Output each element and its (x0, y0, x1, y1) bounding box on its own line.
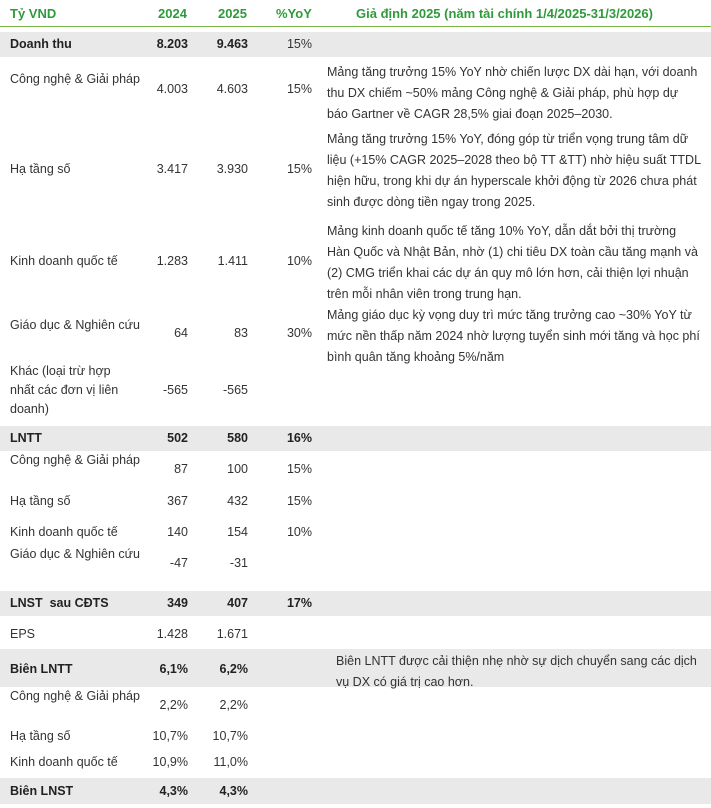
row-margin-tech-2025: 2,2% (219, 698, 248, 712)
row-pbt-infra-2024: 367 (167, 494, 188, 508)
assumption-header: Giả định 2025 (năm tài chính 1/4/2025-31/3/2026) (356, 6, 653, 21)
row-revenue-2025: 9.463 (216, 37, 248, 51)
row-pbt-infra-2025: 432 (227, 494, 248, 508)
row-pbt-margin-label: Biên LNTT (10, 662, 73, 676)
row-margin-intl-2025: 11,0% (213, 755, 248, 769)
row-pbt-intl-yoy: 10% (286, 525, 312, 539)
row-infra-2025: 3.930 (216, 162, 248, 176)
note-margin: Biên LNTT được cải thiện nhẹ nhờ sự dịch chuyển sang các dịch vụ DX có giá trị cao hơn. (336, 654, 697, 689)
row-revenue-yoy: 15% (286, 37, 312, 51)
row-pbt-tech-2024: 87 (174, 462, 188, 476)
row-revenue-label: Doanh thu (10, 37, 72, 51)
note-tech: Mảng tăng trưởng 15% YoY nhờ chiến lược DX dài hạn, với doanh thu DX chiếm ~50% mảng Công nghệ & Giải pháp, phù hợp dự báo Gartner về CAGR 28,5% giai đoạn 2025–2030. (327, 65, 698, 121)
row-infra-label: Hạ tầng số (10, 162, 71, 176)
row-intl-2025: 1.411 (217, 254, 248, 268)
note-edu: Mảng giáo dục kỳ vọng duy trì mức tăng trưởng cao ~30% YoY từ mức nền thấp năm 2024 nhờ lượng tuyển sinh mới tăng và học phí bình quân tăng khoảng 5%/năm (327, 308, 700, 364)
row-other-label: Khác (loại trừ hợp nhất các đơn vị liên doanh) (10, 364, 119, 416)
yoy-header: %YoY (276, 6, 312, 21)
row-margin-tech-label: Công nghệ & Giải pháp (10, 689, 140, 703)
row-pbt-edu-2024: -47 (169, 556, 188, 570)
row-tech-2025: 4.603 (216, 82, 248, 96)
row-pbt-tech-yoy: 15% (286, 462, 312, 476)
note-intl: Mảng kinh doanh quốc tế tăng 10% YoY, dẫn dắt bởi thị trường Hàn Quốc và Nhật Bản, nhờ (1) chi tiêu DX toàn cầu tăng mạnh và (2) CMG triển khai các dự án quy mô lớn hơn, cải thiện lợi nhuận trên mỗi nhân viên trong trung hạn. (327, 224, 698, 301)
row-revenue-2024: 8.203 (156, 37, 188, 51)
unit-header: Tỷ VND (10, 6, 57, 21)
row-intl-2024: 1.283 (156, 254, 188, 268)
row-other-2024: -565 (162, 383, 188, 397)
note-infra: Mảng tăng trưởng 15% YoY, đóng góp từ triển vọng trung tâm dữ liệu (+15% CAGR 2025–2028 theo bộ TT &TT) nhờ hiệu suất TTDL hiện hữu, trong khi dự án hyperscale khởi động từ 2026 chưa phát sinh được dòng tiền ngay trong 2025. (327, 132, 701, 209)
row-pbt-2024: 502 (167, 431, 188, 445)
row-other-2025: -565 (222, 383, 248, 397)
row-eps-label: EPS (10, 627, 36, 641)
row-npat-margin-label: Biên LNST (10, 784, 74, 798)
row-edu-yoy: 30% (286, 326, 312, 340)
row-pbt-intl-2024: 140 (167, 525, 188, 539)
year-2025-header: 2025 (218, 6, 247, 21)
row-pbt-edu-2025: -31 (229, 556, 248, 570)
row-pbt-yoy: 16% (286, 431, 312, 445)
row-eps-2024: 1.428 (156, 627, 188, 641)
row-edu-label: Giáo dục & Nghiên cứu (10, 318, 140, 332)
row-pbt-edu-label: Giáo dục & Nghiên cứu (10, 547, 140, 561)
row-infra-2024: 3.417 (156, 162, 188, 176)
row-infra-yoy: 15% (286, 162, 312, 176)
row-pbt-margin-2025: 6,2% (219, 662, 248, 676)
row-tech-yoy: 15% (286, 82, 312, 96)
row-tech-label: Công nghệ & Giải pháp (10, 72, 140, 86)
row-eps-2025: 1.671 (216, 627, 248, 641)
row-pbt-infra-label: Hạ tầng số (10, 494, 71, 508)
row-npat-margin-2024: 4,3% (159, 784, 188, 798)
row-margin-intl-label: Kinh doanh quốc tế (10, 755, 118, 769)
row-pbt-infra-yoy: 15% (286, 494, 312, 508)
table-header (0, 0, 711, 27)
row-margin-infra-label: Hạ tầng số (10, 729, 71, 743)
row-tech-2024: 4.003 (156, 82, 188, 96)
row-pbt-intl-2025: 154 (227, 525, 248, 539)
row-npat-label: LNST sau CĐTS (10, 596, 109, 610)
row-npat-2024: 349 (167, 596, 188, 610)
row-npat-2025: 407 (227, 596, 248, 610)
row-pbt-tech-label: Công nghệ & Giải pháp (10, 453, 140, 467)
row-pbt-2025: 580 (227, 431, 248, 445)
row-pbt-label: LNTT (10, 431, 42, 445)
row-edu-2024: 64 (174, 326, 188, 340)
row-margin-intl-2024: 10,9% (152, 755, 188, 769)
row-npat-margin-2025: 4,3% (219, 784, 248, 798)
row-pbt-tech-2025: 100 (227, 462, 248, 476)
row-margin-infra-2024: 10,7% (152, 729, 188, 743)
row-intl-label: Kinh doanh quốc tế (10, 254, 118, 268)
row-pbt-margin-2024: 6,1% (159, 662, 188, 676)
year-2024-header: 2024 (158, 6, 187, 21)
row-margin-infra-2025: 10,7% (212, 729, 248, 743)
row-npat-yoy: 17% (286, 596, 312, 610)
row-margin-tech-2024: 2,2% (159, 698, 188, 712)
row-intl-yoy: 10% (286, 254, 312, 268)
row-pbt-intl-label: Kinh doanh quốc tế (10, 525, 118, 539)
row-edu-2025: 83 (234, 326, 248, 340)
